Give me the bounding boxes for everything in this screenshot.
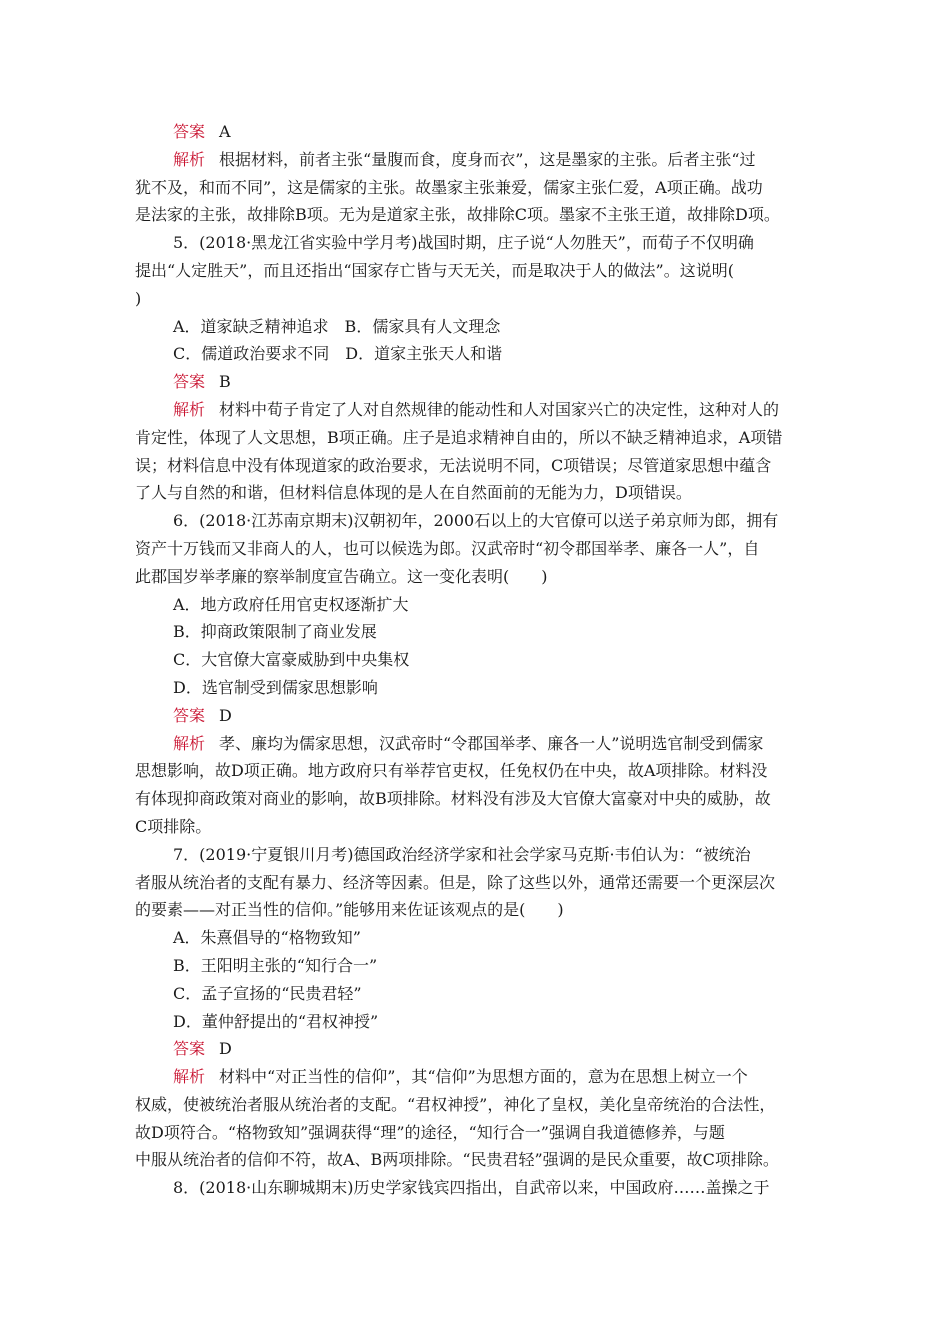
analysis-text: 材料中荀子肯定了人对自然规律的能动性和人对国家兴亡的决定性，这种对人的 [219,399,780,419]
question-stem: 资产十万钱而又非商人的人，也可以候选为郎。汉武帝时“初令郡国举孝、廉各一人”，自 [135,538,760,558]
question-stem: 提出“人定胜天”，而且还指出“国家存亡皆与天无关，而是取决于人的做法”。这说明( [135,260,734,280]
question-stem: 5．(2018·黑龙江省实验中学月考)战国时期，庄子说“人勿胜天”，而荀子不仅明确 [173,233,754,253]
analysis-text: 犹不及，和而不同”，这是儒家的主张。故墨家主张兼爱，儒家主张仁爱，A项正确。战功 [135,177,763,197]
answer-value: A [219,122,231,141]
answer-value: D [219,1039,232,1059]
analysis-label: 解析 [173,733,206,753]
document-page [135,118,818,1202]
option-line: B．抑商政策限制了商业发展 [173,622,377,642]
answer-value: D [219,705,232,725]
answer-label: 答案 [173,372,206,392]
answer-label: 答案 [173,122,206,141]
q5-analysis-line [135,396,818,424]
analysis-text: 中服从统治者的信仰不符，故A、B两项排除。“民贵君轻”强调的是民众重要，故C项排除。 [135,1150,779,1170]
question-stem: 此郡国岁举孝廉的察举制度宣告确立。这一变化表明( ) [135,566,548,586]
question-stem: 者服从统治者的支配有暴力、经济等因素。但是，除了这些以外，通常还需要一个更深层次 [135,872,776,892]
analysis-text: 有体现抑商政策对商业的影响，故B项排除。材料没有涉及大官僚大富豪对中央的威胁，故 [135,789,771,809]
analysis-text: 了人与自然的和谐，但材料信息体现的是人在自然面前的无能为力，D项错误。 [135,483,692,503]
option-line: A．朱熹倡导的“格物致知” [173,928,361,948]
option-line: C．孟子宣扬的“民贵君轻” [173,983,362,1003]
answer-value: B [219,372,231,392]
question-stem: 的要素——对正当性的信仰。”能够用来佐证该观点的是( ) [135,900,564,920]
analysis-text: 孝、廉均为儒家思想，汉武帝时“令郡国举孝、廉各一人”说明选官制受到儒家 [219,733,764,753]
option-line: C．儒道政治要求不同 D．道家主张天人和谐 [173,344,503,364]
analysis-text: C项排除。 [135,816,212,836]
q7-analysis-line [135,1063,818,1091]
analysis-text: 思想影响，故D项正确。地方政府只有举荐官吏权，任免权仍在中央，故A项排除。材料没 [135,761,768,781]
q7-answer-line [135,1035,818,1063]
analysis-text: 故D项符合。“格物致知”强调获得“理”的途径，“知行合一”强调自我道德修养，与题 [135,1122,725,1142]
question-stem: 8．(2018·山东聊城期末)历史学家钱宾四指出，自武帝以来，中国政府……盖操之于 [173,1178,770,1198]
option-line: D．董仲舒提出的“君权神授” [173,1011,379,1031]
analysis-label: 解析 [173,399,206,419]
question-stem: 7．(2019·宁夏银川月考)德国政治经济学家和社会学家马克斯·韦伯认为：“被统治 [173,844,751,864]
analysis-text: 是法家的主张，故排除B项。无为是道家主张，故排除C项。墨家不主张王道，故排除D项。 [135,205,780,225]
q6-analysis-line [135,730,818,758]
option-line: C．大官僚大富豪威胁到中央集权 [173,650,410,670]
analysis-text: 肯定性，体现了人文思想，B项正确。庄子是追求精神自由的，所以不缺乏精神追求，A项错 [135,427,783,447]
question-stem: 6．(2018·江苏南京期末)汉朝初年，2000石以上的大官僚可以送子弟京师为郎，拥有 [173,511,779,531]
option-line: D．选官制受到儒家思想影响 [173,677,378,697]
q4-analysis-line [135,146,818,174]
q6-answer-line [135,702,818,730]
answer-label: 答案 [173,1039,206,1059]
analysis-label: 解析 [173,1067,206,1087]
analysis-label: 解析 [173,149,206,169]
analysis-text: 误；材料信息中没有体现道家的政治要求，无法说明不同，C项错误；尽管道家思想中蕴含 [135,455,772,475]
question-stem: ) [135,288,142,308]
option-line: A．地方政府任用官吏权逐渐扩大 [173,594,409,614]
q4-answer-line [135,118,818,146]
q5-answer-line [135,368,818,396]
option-line: A．道家缺乏精神追求 B．儒家具有人文理念 [173,316,501,336]
option-line: B．王阳明主张的“知行合一” [173,955,378,975]
analysis-text: 根据材料，前者主张“量腹而食，度身而衣”，这是墨家的主张。后者主张“过 [219,149,756,169]
analysis-text: 材料中“对正当性的信仰”，其“信仰”为思想方面的，意为在思想上树立一个 [219,1067,748,1087]
answer-label: 答案 [173,705,206,725]
analysis-text: 权威，使被统治者服从统治者的支配。“君权神授”，神化了皇权，美化皇帝统治的合法性， [135,1094,776,1114]
